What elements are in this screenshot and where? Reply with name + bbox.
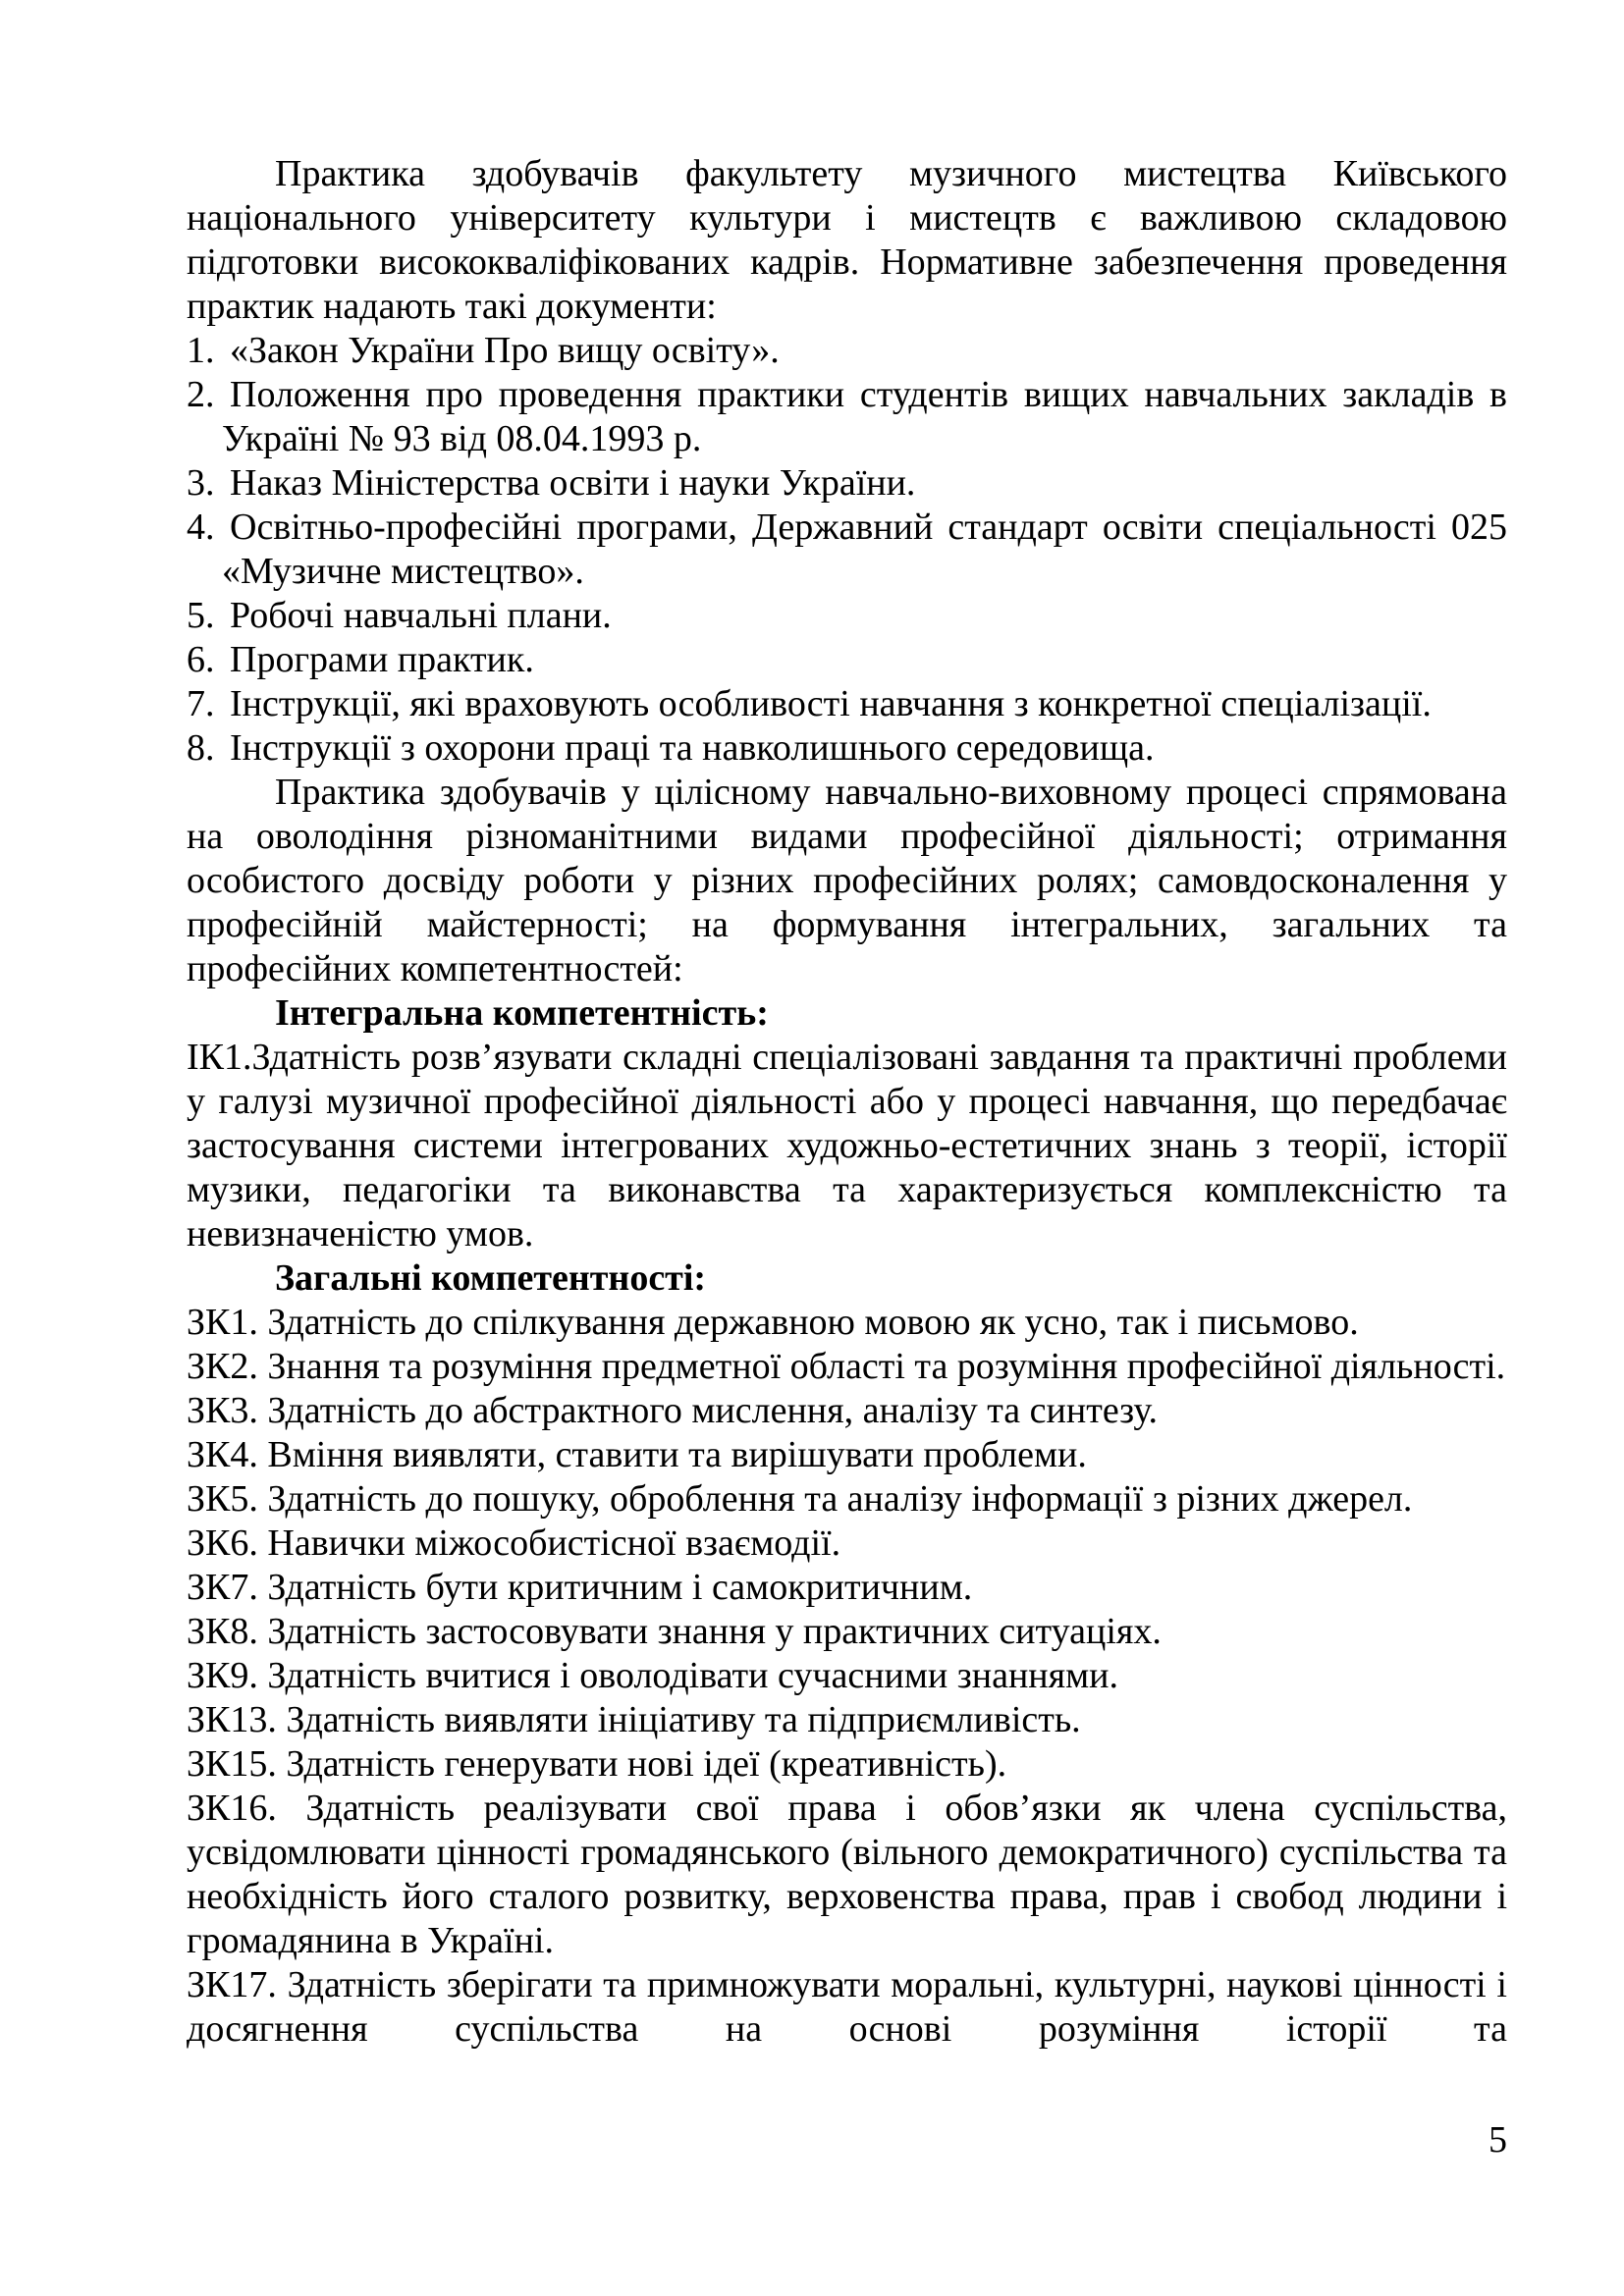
list-item-number: 4. [187,507,215,548]
list-item-number: 6. [187,639,215,680]
competency-item: ЗК4. Вміння виявляти, ставити та вирішувати проблеми. [187,1434,1087,1475]
list-item [187,461,1507,506]
practice-paragraph: Практика здобувачів у цілісному навчально-виховному процесі спрямована на оволодіння різноманітними видами професійної діяльності; отримання особистого досвіду роботи у різних професійних ролях; самовдосконалення у професійній майстерності; на формування інтегральних, загальних та професійних компетентностей: [187,772,1507,989]
list-item [187,373,1507,461]
integral-competence-heading: Інтегральна компетентність: [275,992,769,1034]
list-item-number: 8. [187,727,215,769]
list-item [187,329,1507,373]
list-item-text: «Закон України Про вищу освіту». [230,330,780,371]
competency-item: ЗК3. Здатність до абстрактного мислення, аналізу та синтезу. [187,1390,1159,1431]
competency-item: ЗК8. Здатність застосовувати знання у практичних ситуаціях. [187,1611,1162,1652]
competency-item: ЗК7. Здатність бути критичним і самокритичним. [187,1567,973,1608]
competency-item: ЗК16. Здатність реалізувати свої права і обов’язки як члена суспільства, усвідомлювати цінності громадянського (вільного демократичного) суспільства та необхідність його сталого розвитку, верховенства права, прав і свобод людини і громадянина в Україні. [187,1788,1507,1961]
list-item [187,638,1507,682]
competency-item: ЗК13. Здатність виявляти ініціативу та підприємливість. [187,1699,1081,1740]
list-item [187,506,1507,594]
competency-item: ЗК6. Навички міжособистісної взаємодії. [187,1522,841,1564]
competency-item: ЗК5. Здатність до пошуку, оброблення та аналізу інформації з різних джерел. [187,1478,1413,1520]
list-item-number: 1. [187,330,215,371]
list-item-number: 3. [187,462,215,504]
competency-item: ЗК1. Здатність до спілкування державною мовою як усно, так і письмово. [187,1302,1359,1343]
integral-competence-text: ІК1.Здатність розв’язувати складні спеціалізовані завдання та практичні проблеми у галузі музичної професійної діяльності або у процесі навчання, що передбачає застосування системи інтегрованих художньо-естетичних знань з теорії, історії музики, педагогіки та виконавства та характеризується комплексністю та невизначеністю умов. [187,1037,1507,1255]
list-item [187,594,1507,638]
intro-paragraph: Практика здобувачів факультету музичного мистецтва Київського національного університету культури і мистецтв є важливою складовою підготовки висококваліфікованих кадрів. Нормативне забезпечення проведення практик надають такі документи: [187,153,1507,327]
list-item-text: Робочі навчальні плани. [230,595,612,636]
list-item-text: Програми практик. [230,639,534,680]
list-item-text: Наказ Міністерства освіти і науки України. [230,462,916,504]
list-item-text: Інструкції з охорони праці та навколишнього середовища. [230,727,1155,769]
list-item-number: 7. [187,683,215,724]
page-number: 5 [1489,2119,1507,2161]
competency-item: ЗК17. Здатність зберігати та примножувати моральні, культурні, наукові цінності і досягнення суспільства на основі розуміння історії та [187,1964,1507,2050]
general-competencies-heading: Загальні компетентності: [275,1257,707,1299]
list-item-number: 5. [187,595,215,636]
list-item-text: Положення про проведення практики студентів вищих навчальних закладів в Україні № 93 від 08.04.1993 р. [222,374,1507,459]
list-item [187,726,1507,771]
list-item-number: 2. [187,374,215,415]
document-text [187,152,1507,2052]
list-item [187,682,1507,726]
competency-item: ЗК15. Здатність генерувати нові ідеї (креативність). [187,1743,1007,1785]
competency-item: ЗК9. Здатність вчитися і оволодівати сучасними знаннями. [187,1655,1118,1696]
list-item-text: Освітньо-професійні програми, Державний стандарт освіти спеціальності 025 «Музичне мистецтво». [222,507,1507,592]
competency-item: ЗК2. Знання та розуміння предметної області та розуміння професійної діяльності. [187,1346,1506,1387]
normative-documents-list [187,329,1507,771]
list-item-text: Інструкції, які враховують особливості навчання з конкретної спеціалізації. [230,683,1432,724]
